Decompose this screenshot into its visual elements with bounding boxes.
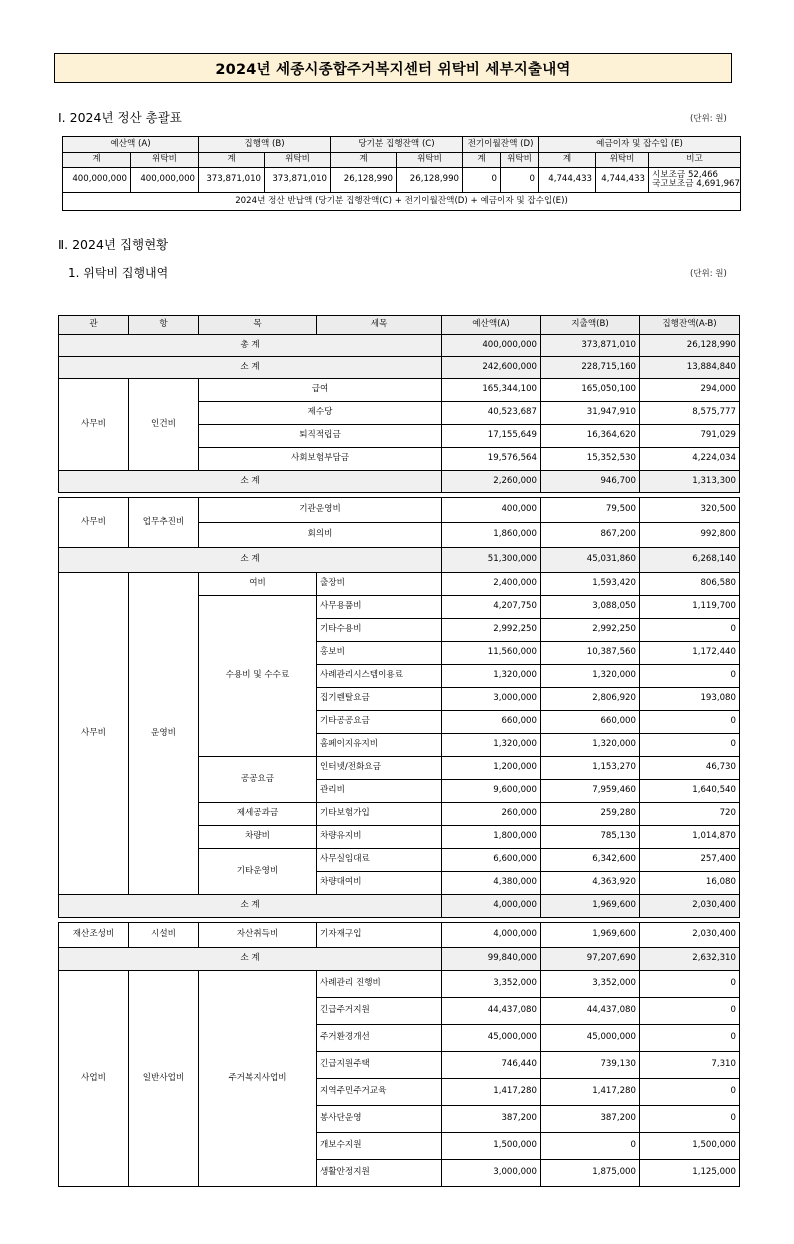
hang-cell: 운영비 — [129, 573, 199, 895]
summary-table — [62, 136, 741, 211]
gwan-cell: 재산조성비 — [59, 923, 129, 948]
item-name: 개보수지원 — [317, 1133, 442, 1160]
col-header-mok: 목 — [199, 316, 317, 335]
subtotal-budget: 2,260,000 — [442, 471, 541, 493]
total-label: 총 계 — [59, 335, 442, 357]
item-spent: 79,500 — [541, 498, 640, 523]
item-budget: 6,600,000 — [442, 849, 541, 872]
item-remain: 257,400 — [640, 849, 740, 872]
item-spent: 785,130 — [541, 826, 640, 849]
item-budget: 4,207,750 — [442, 596, 541, 619]
summary-remarks — [649, 168, 741, 193]
item-remain: 0 — [640, 1025, 740, 1052]
item-spent: 387,200 — [541, 1106, 640, 1133]
gwan-cell: 사무비 — [59, 573, 129, 895]
item-budget: 9,600,000 — [442, 780, 541, 803]
subheader: 계 — [63, 153, 131, 168]
item-remain: 0 — [640, 1106, 740, 1133]
item-name: 차량유지비 — [317, 826, 442, 849]
hang-cell: 인건비 — [129, 379, 199, 471]
subtotal-remain: 2,030,400 — [640, 895, 740, 918]
item-spent: 2,806,920 — [541, 688, 640, 711]
item-spent: 660,000 — [541, 711, 640, 734]
item-spent: 3,352,000 — [541, 971, 640, 998]
item-spent: 2,992,250 — [541, 619, 640, 642]
item-budget: 4,000,000 — [442, 923, 541, 948]
item-remain: 8,575,777 — [640, 402, 740, 425]
item-spent: 4,363,920 — [541, 872, 640, 895]
item-name: 차량대여비 — [317, 872, 442, 895]
item-name: 기타수용비 — [317, 619, 442, 642]
subheader: 위탁비 — [596, 153, 649, 168]
subtotal-remain: 2,632,310 — [640, 948, 740, 971]
item-remain: 46,730 — [640, 757, 740, 780]
item-budget: 1,800,000 — [442, 826, 541, 849]
subtotal-spent: 228,715,160 — [541, 357, 640, 379]
mok-cell: 공공요금 — [199, 757, 317, 803]
summary-value: 0 — [463, 168, 501, 193]
summary-value: 400,000,000 — [63, 168, 131, 193]
subtotal-label: 소 계 — [59, 895, 442, 918]
item-remain: 0 — [640, 619, 740, 642]
item-name: 봉사단운영 — [317, 1106, 442, 1133]
item-spent: 259,280 — [541, 803, 640, 826]
item-name: 출장비 — [317, 573, 442, 596]
item-remain: 320,500 — [640, 498, 740, 523]
col-header-hang: 항 — [129, 316, 199, 335]
item-name: 급여 — [199, 379, 442, 402]
hang-cell: 일반사업비 — [129, 971, 199, 1187]
mok-cell: 제세공과금 — [199, 803, 317, 826]
subtotal-label: 소 계 — [59, 548, 442, 573]
item-remain: 1,119,700 — [640, 596, 740, 619]
subtotal-spent: 1,969,600 — [541, 895, 640, 918]
gwan-cell: 사무비 — [59, 498, 129, 548]
item-budget: 4,380,000 — [442, 872, 541, 895]
item-name: 기관운영비 — [199, 498, 442, 523]
header-executed: 집행액 (B) — [199, 137, 331, 153]
item-remain: 7,310 — [640, 1052, 740, 1079]
gwan-cell: 사무비 — [59, 379, 129, 471]
subtotal-spent: 97,207,690 — [541, 948, 640, 971]
item-name: 제수당 — [199, 402, 442, 425]
summary-value: 4,744,433 — [539, 168, 596, 193]
item-spent: 165,050,100 — [541, 379, 640, 402]
summary-value: 4,744,433 — [596, 168, 649, 193]
item-budget: 11,560,000 — [442, 642, 541, 665]
item-name: 집기렌탈요금 — [317, 688, 442, 711]
item-remain: 16,080 — [640, 872, 740, 895]
item-name: 사무용품비 — [317, 596, 442, 619]
item-name: 홈페이지유지비 — [317, 734, 442, 757]
item-spent: 31,947,910 — [541, 402, 640, 425]
item-budget: 3,000,000 — [442, 1160, 541, 1187]
mok-cell: 주거복지사업비 — [199, 971, 317, 1187]
item-remain: 0 — [640, 1079, 740, 1106]
item-name: 기타보험가입 — [317, 803, 442, 826]
item-budget: 44,437,080 — [442, 998, 541, 1025]
item-remain: 0 — [640, 971, 740, 998]
remark-line: 시보조금 52,466 — [652, 169, 719, 180]
subheader: 위탁비 — [397, 153, 463, 168]
item-remain: 1,014,870 — [640, 826, 740, 849]
item-name: 회의비 — [199, 523, 442, 548]
item-budget: 1,500,000 — [442, 1133, 541, 1160]
col-header-remain: 집행잔액(A-B) — [640, 316, 740, 335]
item-spent: 1,593,420 — [541, 573, 640, 596]
item-remain: 1,640,540 — [640, 780, 740, 803]
section2-subheading: 1. 위탁비 집행내역 — [68, 266, 169, 280]
item-remain: 193,080 — [640, 688, 740, 711]
item-spent: 7,959,460 — [541, 780, 640, 803]
section1-unit: (단위: 원) — [690, 114, 727, 124]
summary-value: 0 — [501, 168, 539, 193]
item-name: 퇴직적립금 — [199, 425, 442, 448]
item-budget: 19,576,564 — [442, 448, 541, 471]
subtotal-remain: 13,884,840 — [640, 357, 740, 379]
item-remain: 992,800 — [640, 523, 740, 548]
item-name: 사례관리 진행비 — [317, 971, 442, 998]
subheader: 위탁비 — [131, 153, 199, 168]
item-spent: 3,088,050 — [541, 596, 640, 619]
item-budget: 45,000,000 — [442, 1025, 541, 1052]
item-name: 지역주민주거교육 — [317, 1079, 442, 1106]
item-remain: 720 — [640, 803, 740, 826]
item-remain: 1,500,000 — [640, 1133, 740, 1160]
item-name: 긴급주거지원 — [317, 998, 442, 1025]
item-budget: 2,992,250 — [442, 619, 541, 642]
subtotal-budget: 51,300,000 — [442, 548, 541, 573]
mok-cell: 기타운영비 — [199, 849, 317, 895]
item-remain: 791,029 — [640, 425, 740, 448]
subtotal-budget: 4,000,000 — [442, 895, 541, 918]
item-remain: 0 — [640, 734, 740, 757]
total-spent: 373,871,010 — [541, 335, 640, 357]
item-spent: 867,200 — [541, 523, 640, 548]
item-budget: 1,417,280 — [442, 1079, 541, 1106]
col-header-semok: 세목 — [317, 316, 442, 335]
item-budget: 660,000 — [442, 711, 541, 734]
item-budget: 1,320,000 — [442, 734, 541, 757]
remark-line: 국고보조금 4,691,967 — [652, 179, 740, 189]
hang-cell: 시설비 — [129, 923, 199, 948]
mok-cell: 차량비 — [199, 826, 317, 849]
item-name: 관리비 — [317, 780, 442, 803]
header-carryover: 전기이월잔액 (D) — [463, 137, 539, 153]
item-name: 주거환경개선 — [317, 1025, 442, 1052]
col-header-gwan: 관 — [59, 316, 129, 335]
summary-value: 373,871,010 — [265, 168, 331, 193]
subtotal-label: 소 계 — [59, 948, 442, 971]
subheader: 위탁비 — [501, 153, 539, 168]
item-spent: 0 — [541, 1133, 640, 1160]
header-current-balance: 당기분 집행잔액 (C) — [331, 137, 463, 153]
total-budget: 400,000,000 — [442, 335, 541, 357]
subheader: 계 — [331, 153, 397, 168]
summary-note: 2024년 정산 반납액 (당기분 집행잔액(C) + 전기이월잔액(D) + 예금이자 및 잡수입(E)) — [63, 193, 741, 211]
section1-heading: Ⅰ. 2024년 정산 총괄표 — [58, 110, 182, 125]
subtotal-spent: 45,031,860 — [541, 548, 640, 573]
item-remain: 294,000 — [640, 379, 740, 402]
gwan-cell: 사업비 — [59, 971, 129, 1187]
item-remain: 1,125,000 — [640, 1160, 740, 1187]
item-budget: 1,320,000 — [442, 665, 541, 688]
item-spent: 1,320,000 — [541, 665, 640, 688]
item-budget: 1,200,000 — [442, 757, 541, 780]
item-name: 인터넷/전화요금 — [317, 757, 442, 780]
item-budget: 3,000,000 — [442, 688, 541, 711]
item-budget: 17,155,649 — [442, 425, 541, 448]
col-header-spent: 지출액(B) — [541, 316, 640, 335]
subtotal-remain: 6,268,140 — [640, 548, 740, 573]
mok-cell: 여비 — [199, 573, 317, 596]
item-name: 기자재구입 — [317, 923, 442, 948]
subtotal-spent: 946,700 — [541, 471, 640, 493]
section2-unit: (단위: 원) — [690, 269, 727, 279]
subheader: 계 — [199, 153, 265, 168]
item-budget: 260,000 — [442, 803, 541, 826]
item-spent: 1,417,280 — [541, 1079, 640, 1106]
item-spent: 15,352,530 — [541, 448, 640, 471]
mok-cell: 수용비 및 수수료 — [199, 596, 317, 757]
mok-cell: 자산취득비 — [199, 923, 317, 948]
item-name: 생활안정지원 — [317, 1160, 442, 1187]
item-spent: 16,364,620 — [541, 425, 640, 448]
subheader: 계 — [463, 153, 501, 168]
item-budget: 1,860,000 — [442, 523, 541, 548]
item-spent: 1,875,000 — [541, 1160, 640, 1187]
subheader: 계 — [539, 153, 596, 168]
item-remain: 4,224,034 — [640, 448, 740, 471]
subtotal-budget: 99,840,000 — [442, 948, 541, 971]
item-spent: 1,969,600 — [541, 923, 640, 948]
item-spent: 45,000,000 — [541, 1025, 640, 1052]
item-spent: 6,342,600 — [541, 849, 640, 872]
item-name: 긴급지원주택 — [317, 1052, 442, 1079]
col-header-budget: 예산액(A) — [442, 316, 541, 335]
item-budget: 746,440 — [442, 1052, 541, 1079]
item-name: 사회보험부담금 — [199, 448, 442, 471]
subtotal-budget: 242,600,000 — [442, 357, 541, 379]
item-name: 사례관리시스템이용료 — [317, 665, 442, 688]
item-spent: 44,437,080 — [541, 998, 640, 1025]
header-interest: 예금이자 및 잡수입 (E) — [539, 137, 741, 153]
item-spent: 1,320,000 — [541, 734, 640, 757]
item-budget: 40,523,687 — [442, 402, 541, 425]
item-budget: 3,352,000 — [442, 971, 541, 998]
item-remain: 806,580 — [640, 573, 740, 596]
total-remain: 26,128,990 — [640, 335, 740, 357]
page-title: 2024년 세종시종합주거복지센터 위탁비 세부지출내역 — [54, 53, 732, 83]
item-budget: 2,400,000 — [442, 573, 541, 596]
subtotal-remain: 1,313,300 — [640, 471, 740, 493]
subheader-remarks: 비고 — [649, 153, 741, 168]
item-name: 사무실임대료 — [317, 849, 442, 872]
item-remain: 2,030,400 — [640, 923, 740, 948]
item-remain: 1,172,440 — [640, 642, 740, 665]
item-spent: 739,130 — [541, 1052, 640, 1079]
hang-cell: 업무추진비 — [129, 498, 199, 548]
detail-table — [58, 315, 740, 1187]
item-budget: 387,200 — [442, 1106, 541, 1133]
summary-value: 400,000,000 — [131, 168, 199, 193]
item-spent: 1,153,270 — [541, 757, 640, 780]
header-budget: 예산액 (A) — [63, 137, 199, 153]
item-budget: 165,344,100 — [442, 379, 541, 402]
subtotal-label: 소 계 — [59, 357, 442, 379]
subheader: 위탁비 — [265, 153, 331, 168]
item-remain: 0 — [640, 665, 740, 688]
item-budget: 400,000 — [442, 498, 541, 523]
item-name: 홍보비 — [317, 642, 442, 665]
summary-value: 26,128,990 — [331, 168, 397, 193]
item-remain: 0 — [640, 711, 740, 734]
item-name: 기타공공요금 — [317, 711, 442, 734]
summary-value: 26,128,990 — [397, 168, 463, 193]
item-spent: 10,387,560 — [541, 642, 640, 665]
subtotal-label: 소 계 — [59, 471, 442, 493]
summary-value: 373,871,010 — [199, 168, 265, 193]
item-remain: 0 — [640, 998, 740, 1025]
section2-heading: Ⅱ. 2024년 집행현황 — [58, 237, 169, 252]
